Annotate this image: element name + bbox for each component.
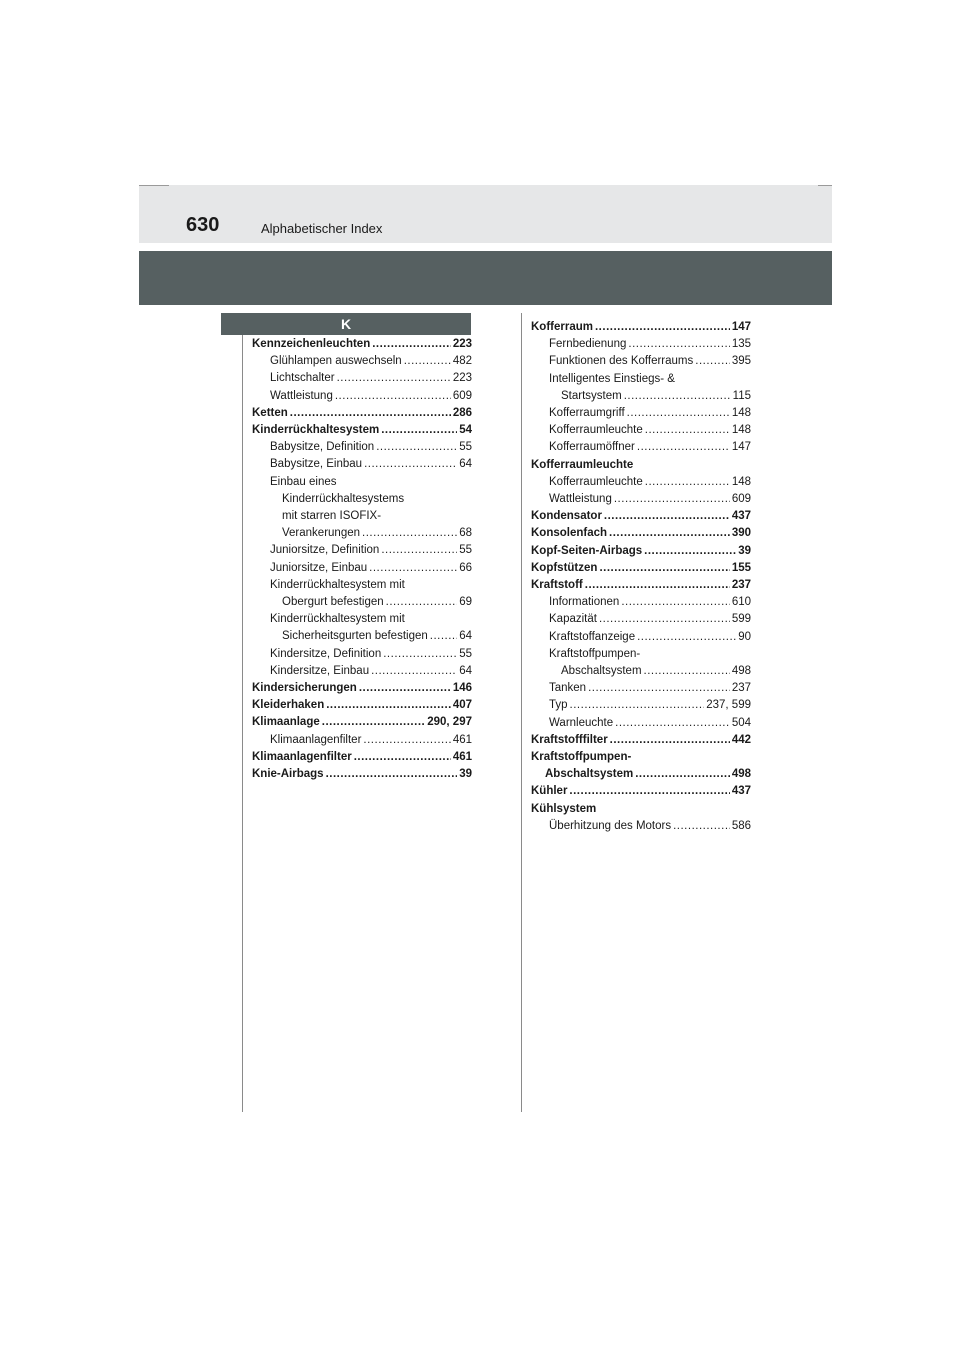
index-entry [531,715,751,732]
index-entry [531,319,751,336]
index-entry [252,732,472,749]
index-term: Informationen [549,596,620,609]
leader-dots [604,508,730,525]
index-term: Kühlsystem [531,802,597,815]
page-reference: 148 [731,424,751,437]
leader-dots [337,370,451,387]
index-term: Kindersitze, Einbau [270,664,370,677]
leader-dots [644,543,736,560]
index-entry [531,629,751,646]
index-column-left [252,336,472,783]
index-entry [252,628,472,645]
index-term: Wattleistung [270,389,333,402]
section-title: Alphabetischer Index [261,221,383,236]
page-reference: 390 [731,527,751,540]
leader-dots [359,680,451,697]
page-reference: 461 [452,733,472,746]
header-band [139,185,832,243]
leader-dots [644,663,730,680]
leader-dots [326,697,451,714]
leader-dots [376,439,457,456]
index-entry [252,714,472,731]
leader-dots [362,525,457,542]
leader-dots [371,663,457,680]
page-reference: 498 [731,665,751,678]
index-term: Kinderrückhaltesystem mit [270,613,405,626]
index-term: Intelligentes Einstiegs- & [549,372,675,385]
index-term: Tanken [549,682,587,695]
page-reference: 90 [738,630,751,643]
page-reference: 147 [731,441,751,454]
index-entry-line [252,611,472,628]
leader-dots [364,456,457,473]
page-reference: 223 [452,338,472,350]
page-reference: 155 [731,561,751,574]
page-reference: 586 [731,819,751,832]
index-term: Ketten [252,406,288,419]
index-term: Einbau eines [270,475,337,488]
page-reference: 482 [452,355,472,368]
page-reference: 437 [731,510,751,523]
index-term: Überhitzung des Motors [549,819,672,832]
corner-mark-left [139,185,169,186]
leader-dots [585,577,730,594]
index-entry [252,439,472,456]
index-entry [531,783,751,800]
index-term: Kofferraumgriff [549,407,625,420]
leader-dots [430,628,457,645]
index-term: Babysitze, Einbau [270,458,363,471]
leader-dots [569,783,729,800]
index-entry [531,594,751,611]
page-reference: 461 [452,750,472,763]
page-reference: 147 [731,321,751,333]
index-entry [531,439,751,456]
leader-dots [381,422,457,439]
page-reference: 68 [459,527,472,540]
leader-dots [599,560,729,577]
page-reference: 442 [731,733,751,746]
index-entry [531,422,751,439]
page-reference: 64 [459,664,472,677]
index-entry [252,663,472,680]
page-reference: 599 [731,613,751,626]
index-entry [252,405,472,422]
leader-dots [621,594,729,611]
leader-dots [637,629,736,646]
leader-dots [599,611,730,628]
index-term: Kraftstoffpumpen- [531,751,632,764]
section-band [139,251,832,305]
index-term: Kinderrückhaltesystem mit [270,578,405,591]
index-term: Kofferraum [531,321,593,333]
index-term: Kraftstofffilter [531,733,608,746]
leader-dots [322,714,425,731]
page-reference: 55 [459,441,472,454]
index-entry [252,749,472,766]
index-column-right [531,319,751,835]
leader-dots [372,336,451,353]
index-entry [531,336,751,353]
index-term: Obergurt befestigen [282,596,384,609]
index-term: Kraftstoffanzeige [549,630,636,643]
index-entry [252,370,472,387]
leader-dots [363,732,450,749]
index-entry [252,456,472,473]
leader-dots [404,353,451,370]
index-entry-line [252,577,472,594]
index-term: Kofferraumleuchte [549,475,643,488]
leader-dots [595,319,730,336]
leader-dots [645,422,730,439]
index-entry [252,697,472,714]
index-entry [531,818,751,835]
index-term: Kindersicherungen [252,682,357,695]
page-reference: 55 [459,647,472,660]
index-term: Klimaanlagenfilter [270,733,362,746]
leader-dots [645,474,730,491]
index-term: Juniorsitze, Einbau [270,561,368,574]
page-reference: 66 [459,561,472,574]
index-entry [531,577,751,594]
page-reference: 407 [452,699,472,712]
index-term: Kopf-Seiten-Airbags [531,544,643,557]
page-reference: 290, 297 [427,716,472,729]
index-term: Glühlampen auswechseln [270,355,402,368]
page-reference: 437 [731,785,751,798]
page-reference: 237, 599 [706,699,751,712]
index-entry [531,663,751,680]
index-term: Fernbedienung [549,338,627,351]
index-entry [531,353,751,370]
leader-dots [637,439,730,456]
index-entry [252,594,472,611]
index-term: Kraftstoff [531,579,583,592]
index-term: Typ [549,699,568,712]
index-entry [252,766,472,783]
index-term: Abschaltsystem [561,665,642,678]
index-entry-line [252,491,472,508]
page-reference: 55 [459,544,472,557]
index-entry-line [531,749,751,766]
leader-dots [628,336,729,353]
index-term: Wattleistung [549,493,612,506]
index-term: Babysitze, Definition [270,441,375,454]
index-term: Kopfstützen [531,561,598,574]
index-term: Juniorsitze, Definition [270,544,380,557]
index-entry [531,560,751,577]
index-term: Verankerungen [282,527,361,540]
leader-dots [635,766,730,783]
leader-dots [570,697,705,714]
index-entry [252,646,472,663]
page-reference: 54 [459,424,472,437]
index-term: Abschaltsystem [545,768,634,781]
leader-dots [354,749,451,766]
left-column-rule [242,335,243,1112]
leader-dots [383,646,457,663]
index-term: Kofferraumleuchte [549,424,643,437]
index-entry [252,336,472,353]
index-term: Kinderrückhaltesystems [282,492,405,505]
corner-mark-right [818,185,832,186]
page-reference: 148 [731,407,751,420]
leader-dots [326,766,458,783]
page-reference: 64 [459,630,472,643]
index-term: Kennzeichenleuchten [252,338,371,350]
index-entry [531,525,751,542]
index-term: Warnleuchte [549,716,614,729]
page-reference: 115 [732,389,751,402]
index-entry [252,680,472,697]
index-entry-line [531,371,751,388]
page-reference: 609 [731,493,751,506]
index-term: Kinderrückhaltesystem [252,424,380,437]
index-entry-line [531,457,751,474]
index-term: Kühler [531,785,568,798]
index-entry [531,766,751,783]
index-term: Kraftstoffpumpen- [549,647,641,660]
index-term: Kapazität [549,613,597,626]
index-term: Lichtschalter [270,372,335,385]
page-reference: 504 [731,716,751,729]
leader-dots [609,525,730,542]
index-entry [531,491,751,508]
index-entry [531,732,751,749]
page-reference: 39 [459,768,472,781]
leader-dots [386,594,458,611]
index-term: Sicherheitsgurten befestigen [282,630,428,643]
page-reference: 237 [731,579,751,592]
page-reference: 237 [731,682,751,695]
leader-dots [290,405,451,422]
leader-dots [335,388,451,405]
index-entry-line [252,474,472,491]
page-reference: 148 [731,475,751,488]
index-entry [252,388,472,405]
middle-column-rule [521,313,522,1112]
index-term: Startsystem [561,389,622,402]
leader-dots [381,542,457,559]
index-term: Knie-Airbags [252,768,324,781]
leader-dots [588,680,730,697]
index-term: Klimaanlagenfilter [252,750,352,763]
leader-dots [627,405,730,422]
index-entry-line [252,508,472,525]
index-entry [531,543,751,560]
leader-dots [614,491,730,508]
index-term: Kleiderhaken [252,699,325,712]
page-reference: 223 [452,372,472,385]
page-reference: 610 [731,596,751,609]
leader-dots [610,732,730,749]
page-reference: 135 [731,338,751,351]
index-entry [252,560,472,577]
index-entry [252,525,472,542]
leader-dots [673,818,730,835]
index-entry-line [531,801,751,818]
page-reference: 286 [452,406,472,419]
page-reference: 609 [452,389,472,402]
page-reference: 64 [459,458,472,471]
page-reference: 146 [452,682,472,695]
page-reference: 395 [731,355,751,368]
leader-dots [624,388,731,405]
index-entry [252,542,472,559]
index-term: Kofferraumleuchte [531,458,634,471]
index-term: Funktionen des Kofferraums [549,355,694,368]
leader-dots [369,560,457,577]
index-term: Klimaanlage [252,716,320,729]
index-letter-tab: K [221,313,471,335]
page-reference: 498 [731,768,751,781]
index-term: Kondensator [531,510,602,523]
index-entry [531,611,751,628]
page-number: 630 [186,214,220,236]
index-entry [252,422,472,439]
leader-dots [615,715,730,732]
page-reference: 69 [459,596,472,609]
index-term: Kofferraumöffner [549,441,635,454]
index-entry [531,680,751,697]
leader-dots [695,353,730,370]
index-entry [531,405,751,422]
index-term: Konsolenfach [531,527,608,540]
page-reference: 39 [738,544,751,557]
index-entry [531,697,751,714]
index-term: mit starren ISOFIX- [282,510,382,523]
index-entry [531,508,751,525]
index-entry [531,474,751,491]
index-entry [252,353,472,370]
index-entry [531,388,751,405]
index-entry-line [531,646,751,663]
index-term: Kindersitze, Definition [270,647,382,660]
